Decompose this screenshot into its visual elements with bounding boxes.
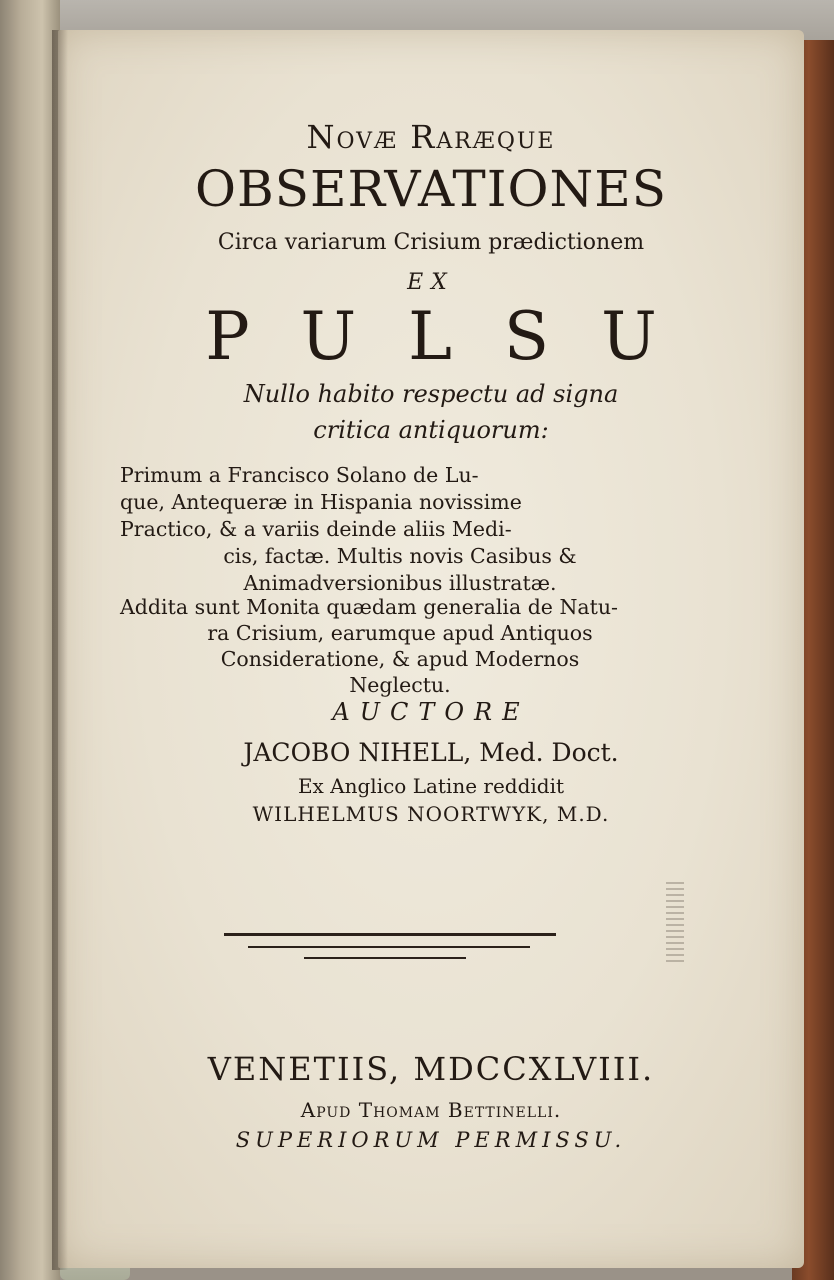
facing-page-edge bbox=[0, 0, 60, 1280]
paragraph-addita bbox=[120, 594, 680, 698]
translator-name: WILHELMUS NOORTWYK, M.D. bbox=[252, 802, 610, 826]
paragraph-line: Primum a Francisco Solano de Lu- bbox=[120, 463, 479, 487]
paragraph-line: Animadversionibus illustratæ. bbox=[243, 571, 557, 595]
author-name: JACOBO NIHELL, Med. Doct. bbox=[243, 738, 619, 767]
title-ex: EX bbox=[407, 270, 455, 295]
paragraph-primum bbox=[120, 462, 680, 597]
ornamental-rule bbox=[304, 957, 466, 959]
title-pulsu: PULSU bbox=[205, 298, 709, 375]
ornamental-rule bbox=[224, 933, 556, 936]
paragraph-line: ra Crisium, earumque apud Antiquos bbox=[207, 621, 593, 645]
paragraph-line: que, Antequeræ in Hispania novissime bbox=[120, 490, 522, 514]
translation-note: Ex Anglico Latine reddidit bbox=[297, 774, 565, 798]
imprint-printer: Apud Thomam Bettinelli. bbox=[300, 1098, 562, 1122]
spine-shadow bbox=[52, 30, 68, 1270]
paragraph-line: Consideratione, & apud Modernos bbox=[220, 647, 580, 671]
ornamental-rule bbox=[248, 946, 530, 948]
title-line-novae: Novæ Raræque bbox=[306, 118, 556, 156]
paragraph-line: Addita sunt Monita quædam generalia de Natu- bbox=[120, 595, 618, 619]
margin-mark bbox=[666, 882, 684, 962]
subtitle-circa: Circa variarum Crisium prædictionem bbox=[217, 230, 645, 255]
title-page bbox=[58, 30, 804, 1268]
auctore-heading: AUCTORE bbox=[332, 698, 530, 726]
imprint-place-date: VENETIIS, MDCCXLVIII. bbox=[207, 1050, 655, 1088]
paragraph-line: Practico, & a variis deinde aliis Medi- bbox=[120, 517, 512, 541]
paragraph-line: Neglectu. bbox=[349, 673, 451, 697]
subtitle-critica: critica antiquorum: bbox=[313, 416, 549, 444]
title-observationes: OBSERVATIONES bbox=[194, 160, 668, 218]
paragraph-line: cis, factæ. Multis novis Casibus & bbox=[223, 544, 577, 568]
imprint-permission: SUPERIORUM PERMISSU. bbox=[235, 1128, 627, 1152]
subtitle-nullo: Nullo habito respectu ad signa bbox=[243, 380, 619, 408]
